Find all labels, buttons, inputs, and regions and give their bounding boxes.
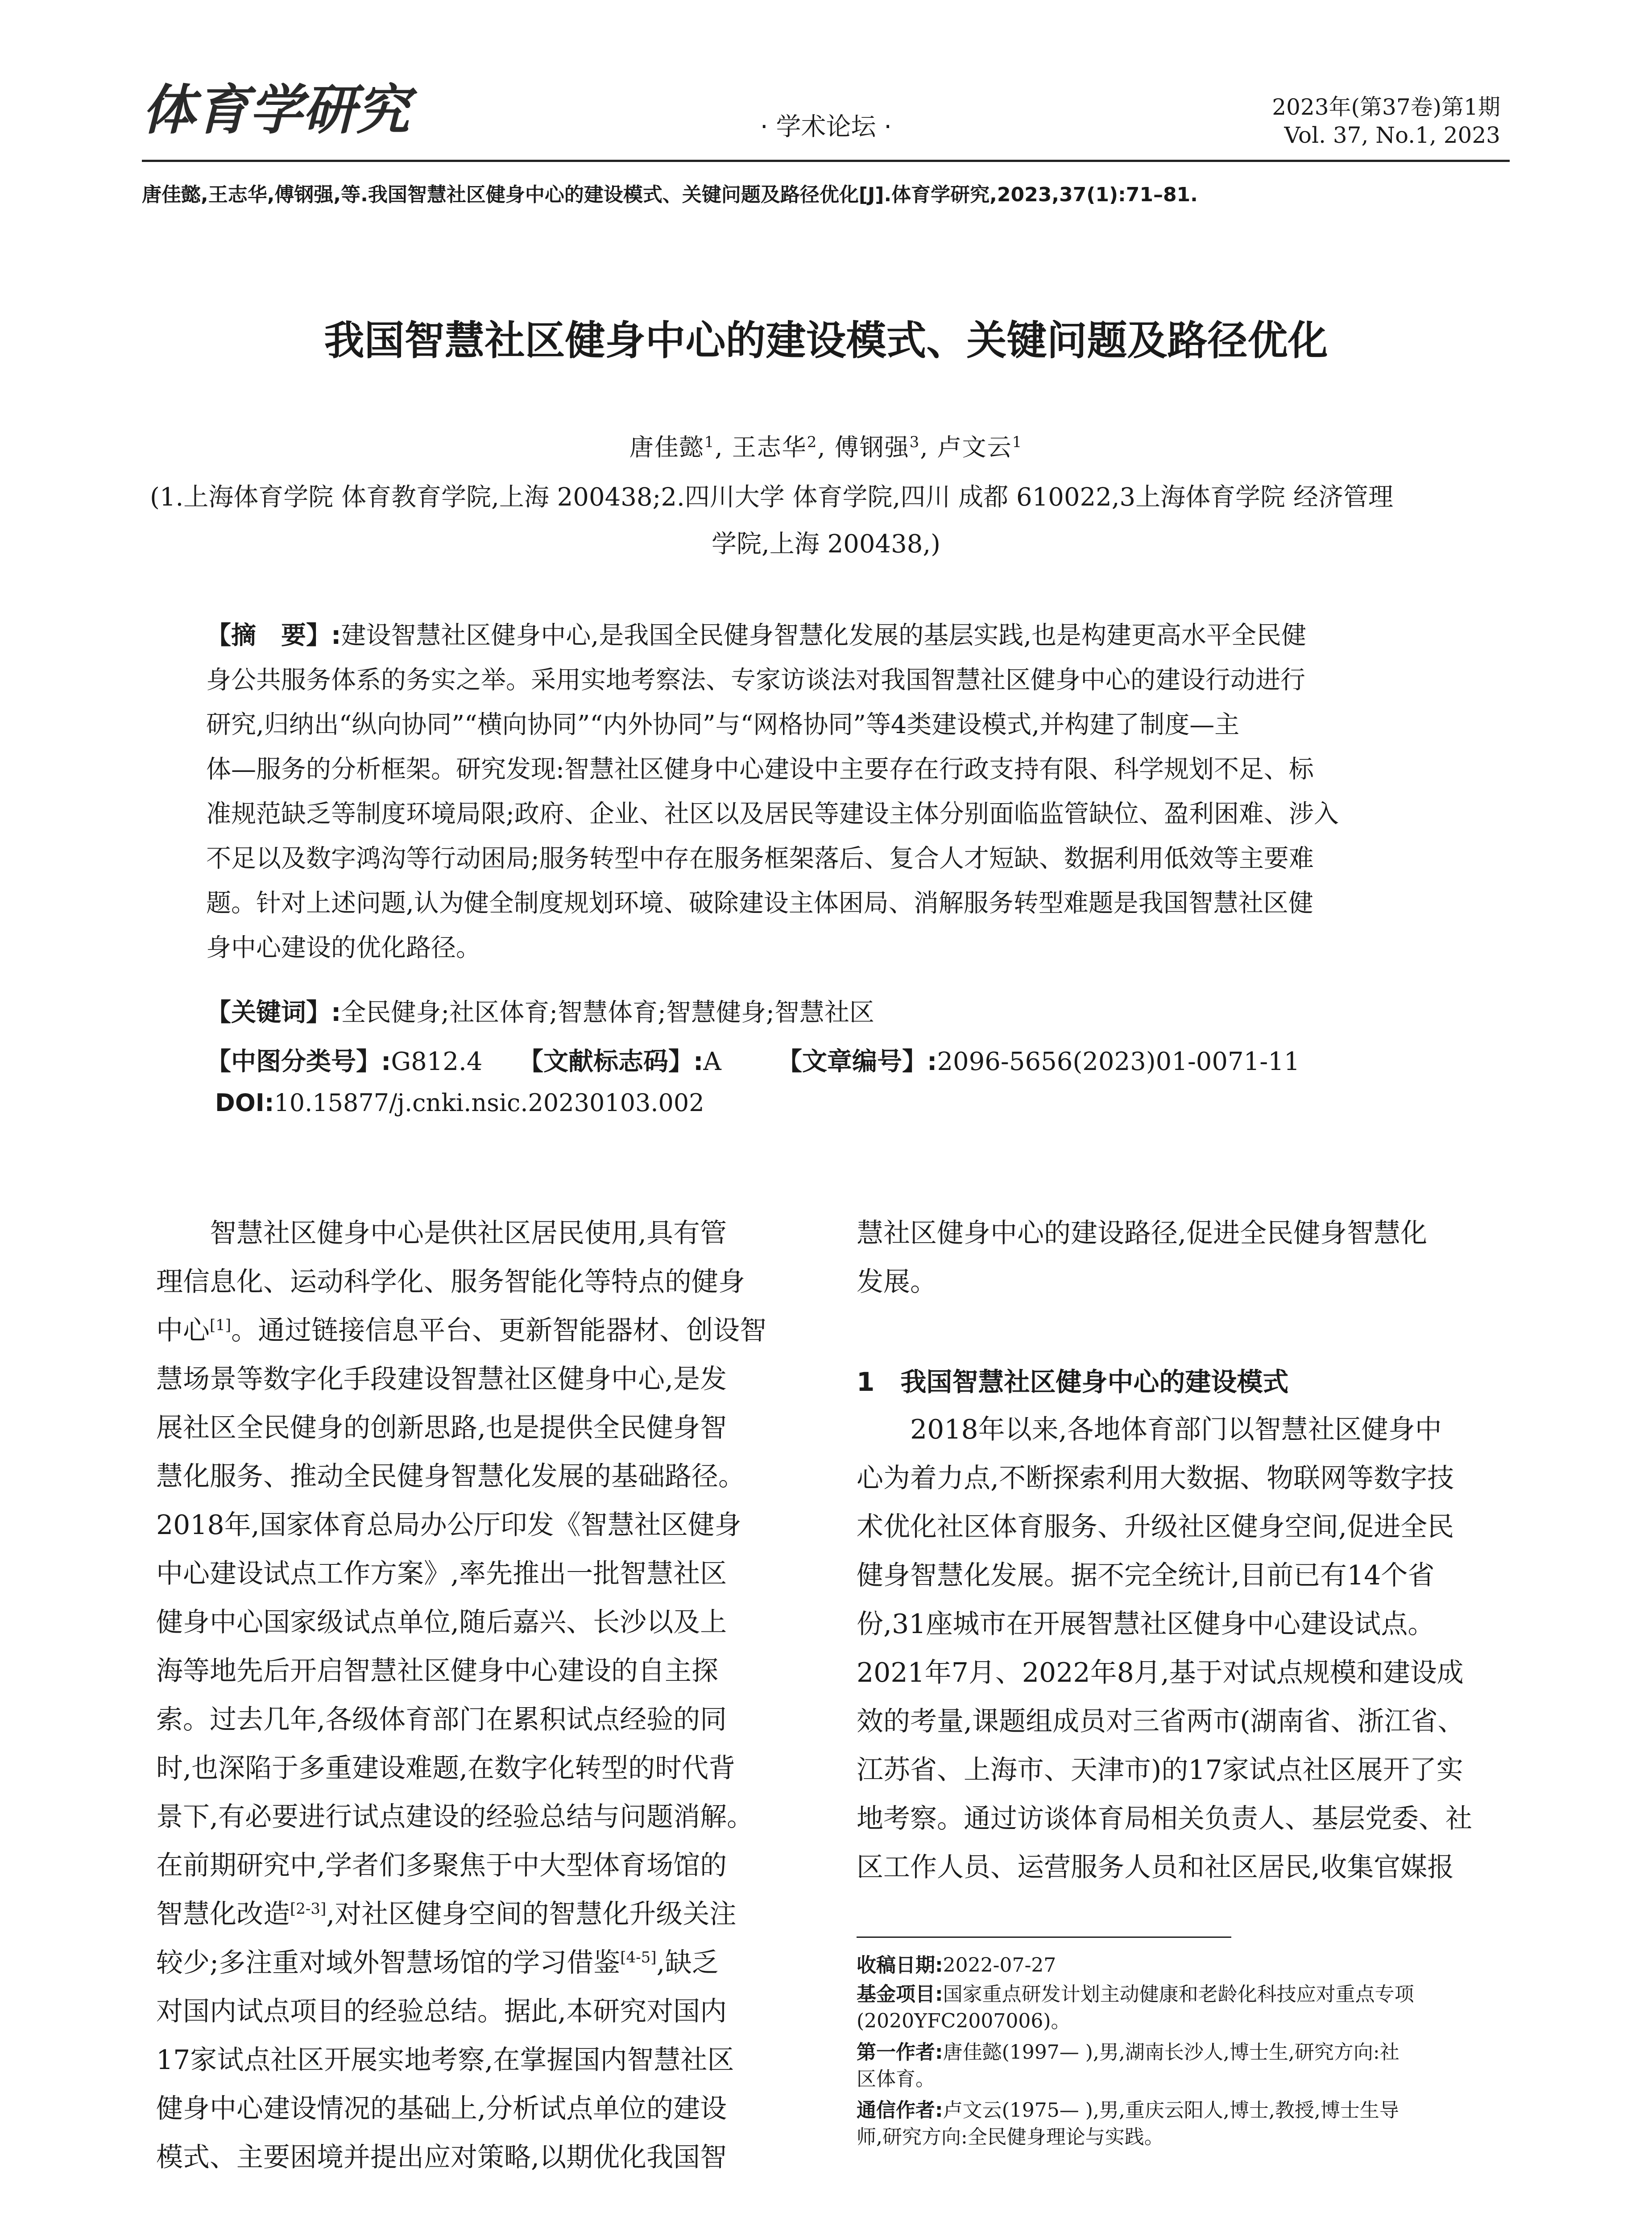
article-no-value: 2096-5656(2023)01-0071-11 xyxy=(937,1047,1300,1076)
doi-row xyxy=(215,1089,704,1117)
abstract-line: 【摘 要】:建设智慧社区健身中心,是我国全民健身智慧化发展的基层实践,也是构建更高水平全民健 xyxy=(206,621,1307,650)
author-affil-mark: 2 xyxy=(807,433,818,451)
issue-info-cn: 2023年(第37卷)第1期 xyxy=(1272,94,1500,120)
body-line: 理信息化、运动科学化、服务智能化等特点的健身 xyxy=(156,1266,745,1298)
section-label: · 学术论坛 · xyxy=(760,112,892,141)
body-line: 2021年7月、2022年8月,基于对试点规模和建设成 xyxy=(857,1657,1464,1688)
body-line: 区工作人员、运营服务人员和社区居民,收集官媒报 xyxy=(857,1852,1454,1883)
body-line: 发展。 xyxy=(857,1266,937,1298)
classification-row xyxy=(206,1042,1446,1078)
body-line: 2018年,国家体育总局办公厅印发《智慧社区健身 xyxy=(156,1509,741,1541)
body-line: 对国内试点项目的经验总结。据此,本研究对国内 xyxy=(156,1996,727,2027)
body-line: 17家试点社区开展实地考察,在掌握国内智慧社区 xyxy=(156,2044,734,2076)
body-line: 健身中心建设情况的基础上,分析试点单位的建设 xyxy=(156,2093,727,2124)
body-line: 索。过去几年,各级体育部门在累积试点经验的同 xyxy=(156,1704,727,1735)
author-affil-mark: 1 xyxy=(1012,433,1023,451)
body-right-column-top xyxy=(857,1209,1508,1306)
citation-ref: [1] xyxy=(210,1316,232,1334)
abstract-line: 研究,归纳出“纵向协同”“横向协同”“内外协同”与“网格协同”等4类建设模式,并构建了制度—主 xyxy=(206,710,1240,739)
author-name: 卢文云 xyxy=(937,433,1012,461)
keywords-label: 【关键词】: xyxy=(206,998,341,1027)
keywords-row xyxy=(206,993,874,1028)
abstract-label: 【摘 要】: xyxy=(206,621,341,650)
keywords-value: 全民健身;社区体育;智慧体育;智慧健身;智慧社区 xyxy=(341,998,874,1027)
body-line: 慧社区健身中心的建设路径,促进全民健身智慧化 xyxy=(857,1218,1428,1249)
footnote-received: 收稿日期:2022-07-27 xyxy=(857,1954,1056,1977)
body-line: 2018年以来,各地体育部门以智慧社区健身中 xyxy=(857,1414,1442,1445)
abstract-line: 身中心建设的优化路径。 xyxy=(206,933,481,962)
abstract-line: 体—服务的分析框架。研究发现:智慧社区健身中心建设中主要存在行政支持有限、科学规划不足、标 xyxy=(206,755,1314,784)
footnote-corresponding-cont: 师,研究方向:全民健身理论与实践。 xyxy=(857,2126,1164,2148)
affiliation-line: 学院,上海 200438,) xyxy=(711,530,941,559)
body-line: 海等地先后开启智慧社区健身中心建设的自主探 xyxy=(156,1655,718,1687)
citation-ref: [2-3] xyxy=(290,1900,327,1918)
body-left-column xyxy=(156,1209,807,2182)
doc-code-value: A xyxy=(703,1047,721,1076)
body-line: 效的考量,课题组成员对三省两市(湖南省、浙江省、 xyxy=(857,1706,1465,1737)
body-line: 智慧化改造[2-3],对社区健身空间的智慧化升级关注 xyxy=(156,1899,737,1930)
clc-label: 【中图分类号】: xyxy=(206,1047,391,1076)
body-line: 慧化服务、推动全民健身智慧化发展的基础路径。 xyxy=(156,1461,745,1492)
author-list: 唐佳懿$^1$, 王志华$^2$, 傅钢强$^3$, 卢文云$^1$ xyxy=(629,433,1023,461)
body-line: 健身中心国家级试点单位,随后嘉兴、长沙以及上 xyxy=(156,1607,727,1638)
journal-logo-text: 体育学研究 xyxy=(142,79,410,141)
author-affil-mark: 1 xyxy=(704,433,715,451)
body-line: 中心建设试点工作方案》,率先推出一批智慧社区 xyxy=(156,1558,727,1589)
body-line: 较少;多注重对域外智慧场馆的学习借鉴[4-5],缺乏 xyxy=(156,1947,719,1978)
abstract-line: 准规范缺乏等制度环境局限;政府、企业、社区以及居民等建设主体分别面临监管缺位、盈利困难、涉入 xyxy=(206,800,1339,829)
footnote-first-author: 第一作者:唐佳懿(1997— ),男,湖南长沙人,博士生,研究方向:社 xyxy=(857,2041,1399,2064)
body-line: 地考察。通过访谈体育局相关负责人、基层党委、社 xyxy=(857,1803,1472,1834)
body-line: 术优化社区体育服务、升级社区健身空间,促进全民 xyxy=(857,1511,1454,1543)
doi-label: DOI: xyxy=(215,1089,274,1117)
body-line: 模式、主要困境并提出应对策略,以期优化我国智 xyxy=(156,2142,727,2173)
footnote-corresponding: 通信作者:卢文云(1975— ),男,重庆云阳人,博士,教授,博士生导 xyxy=(857,2099,1399,2122)
doi-value: 10.15877/j.cnki.nsic.20230103.002 xyxy=(274,1089,704,1117)
body-line: 江苏省、上海市、天津市)的17家试点社区展开了实 xyxy=(857,1754,1463,1786)
article-no-label: 【文章编号】: xyxy=(777,1047,937,1076)
body-line: 在前期研究中,学者们多聚焦于中大型体育场馆的 xyxy=(156,1850,727,1881)
body-line: 时,也深陷于多重建设难题,在数字化转型的时代背 xyxy=(156,1753,736,1784)
author-name: 王志华 xyxy=(732,433,807,461)
body-line: 景下,有必要进行试点建设的经验总结与问题消解。 xyxy=(156,1801,754,1833)
body-right-column xyxy=(857,1406,1508,1892)
author-name: 傅钢强 xyxy=(834,433,910,461)
header-rule xyxy=(142,160,1510,162)
abstract-line: 身公共服务体系的务实之举。采用实地考察法、专家访谈法对我国智慧社区健身中心的建设行动进行 xyxy=(206,666,1305,695)
abstract-line: 题。针对上述问题,认为健全制度规划环境、破除建设主体困局、消解服务转型难题是我国智慧社区健 xyxy=(206,889,1313,918)
clc-value: G812.4 xyxy=(391,1047,483,1076)
body-line: 展社区全民健身的创新思路,也是提供全民健身智 xyxy=(156,1412,727,1443)
footnote-rule xyxy=(857,1937,1231,1938)
citation-line: 唐佳懿,王志华,傅钢强,等.我国智慧社区健身中心的建设模式、关键问题及路径优化[J].体育学研究,2023,37(1):71–81. xyxy=(142,183,1198,206)
article-title: 我国智慧社区健身中心的建设模式、关键问题及路径优化 xyxy=(324,317,1328,364)
citation-ref: [4-5] xyxy=(620,1949,657,1966)
author-affil-mark: 3 xyxy=(909,433,920,451)
body-line: 份,31座城市在开展智慧社区健身中心建设试点。 xyxy=(857,1609,1435,1640)
footnote-first-author-cont: 区体育。 xyxy=(857,2068,935,2090)
footnote-fund-cont: (2020YFC2007006)。 xyxy=(857,2010,1071,2032)
body-line: 中心[1]。通过链接信息平台、更新智能器材、创设智 xyxy=(156,1315,767,1346)
footnote-fund: 基金项目:国家重点研发计划主动健康和老龄化科技应对重点专项 xyxy=(857,1983,1414,2006)
body-line: 健身智慧化发展。据不完全统计,目前已有14个省 xyxy=(857,1560,1435,1591)
issue-info-en: Vol. 37, No.1, 2023 xyxy=(1284,122,1500,148)
author-name: 唐佳懿 xyxy=(629,433,704,461)
affiliation-line: (1.上海体育学院 体育教育学院,上海 200438;2.四川大学 体育学院,四川 成都 610022,3上海体育学院 经济管理 xyxy=(150,483,1393,512)
doc-code-label: 【文献标志码】: xyxy=(518,1047,704,1076)
body-line: 心为着力点,不断探索利用大数据、物联网等数字技 xyxy=(857,1463,1454,1494)
body-line: 慧场景等数字化手段建设智慧社区健身中心,是发 xyxy=(156,1364,727,1395)
section-heading: 1 我国智慧社区健身中心的建设模式 xyxy=(857,1367,1289,1397)
body-line: 智慧社区健身中心是供社区居民使用,具有管 xyxy=(156,1218,727,1249)
abstract-line: 不足以及数字鸿沟等行动困局;服务转型中存在服务框架落后、复合人才短缺、数据利用低效等主要难 xyxy=(206,844,1314,873)
